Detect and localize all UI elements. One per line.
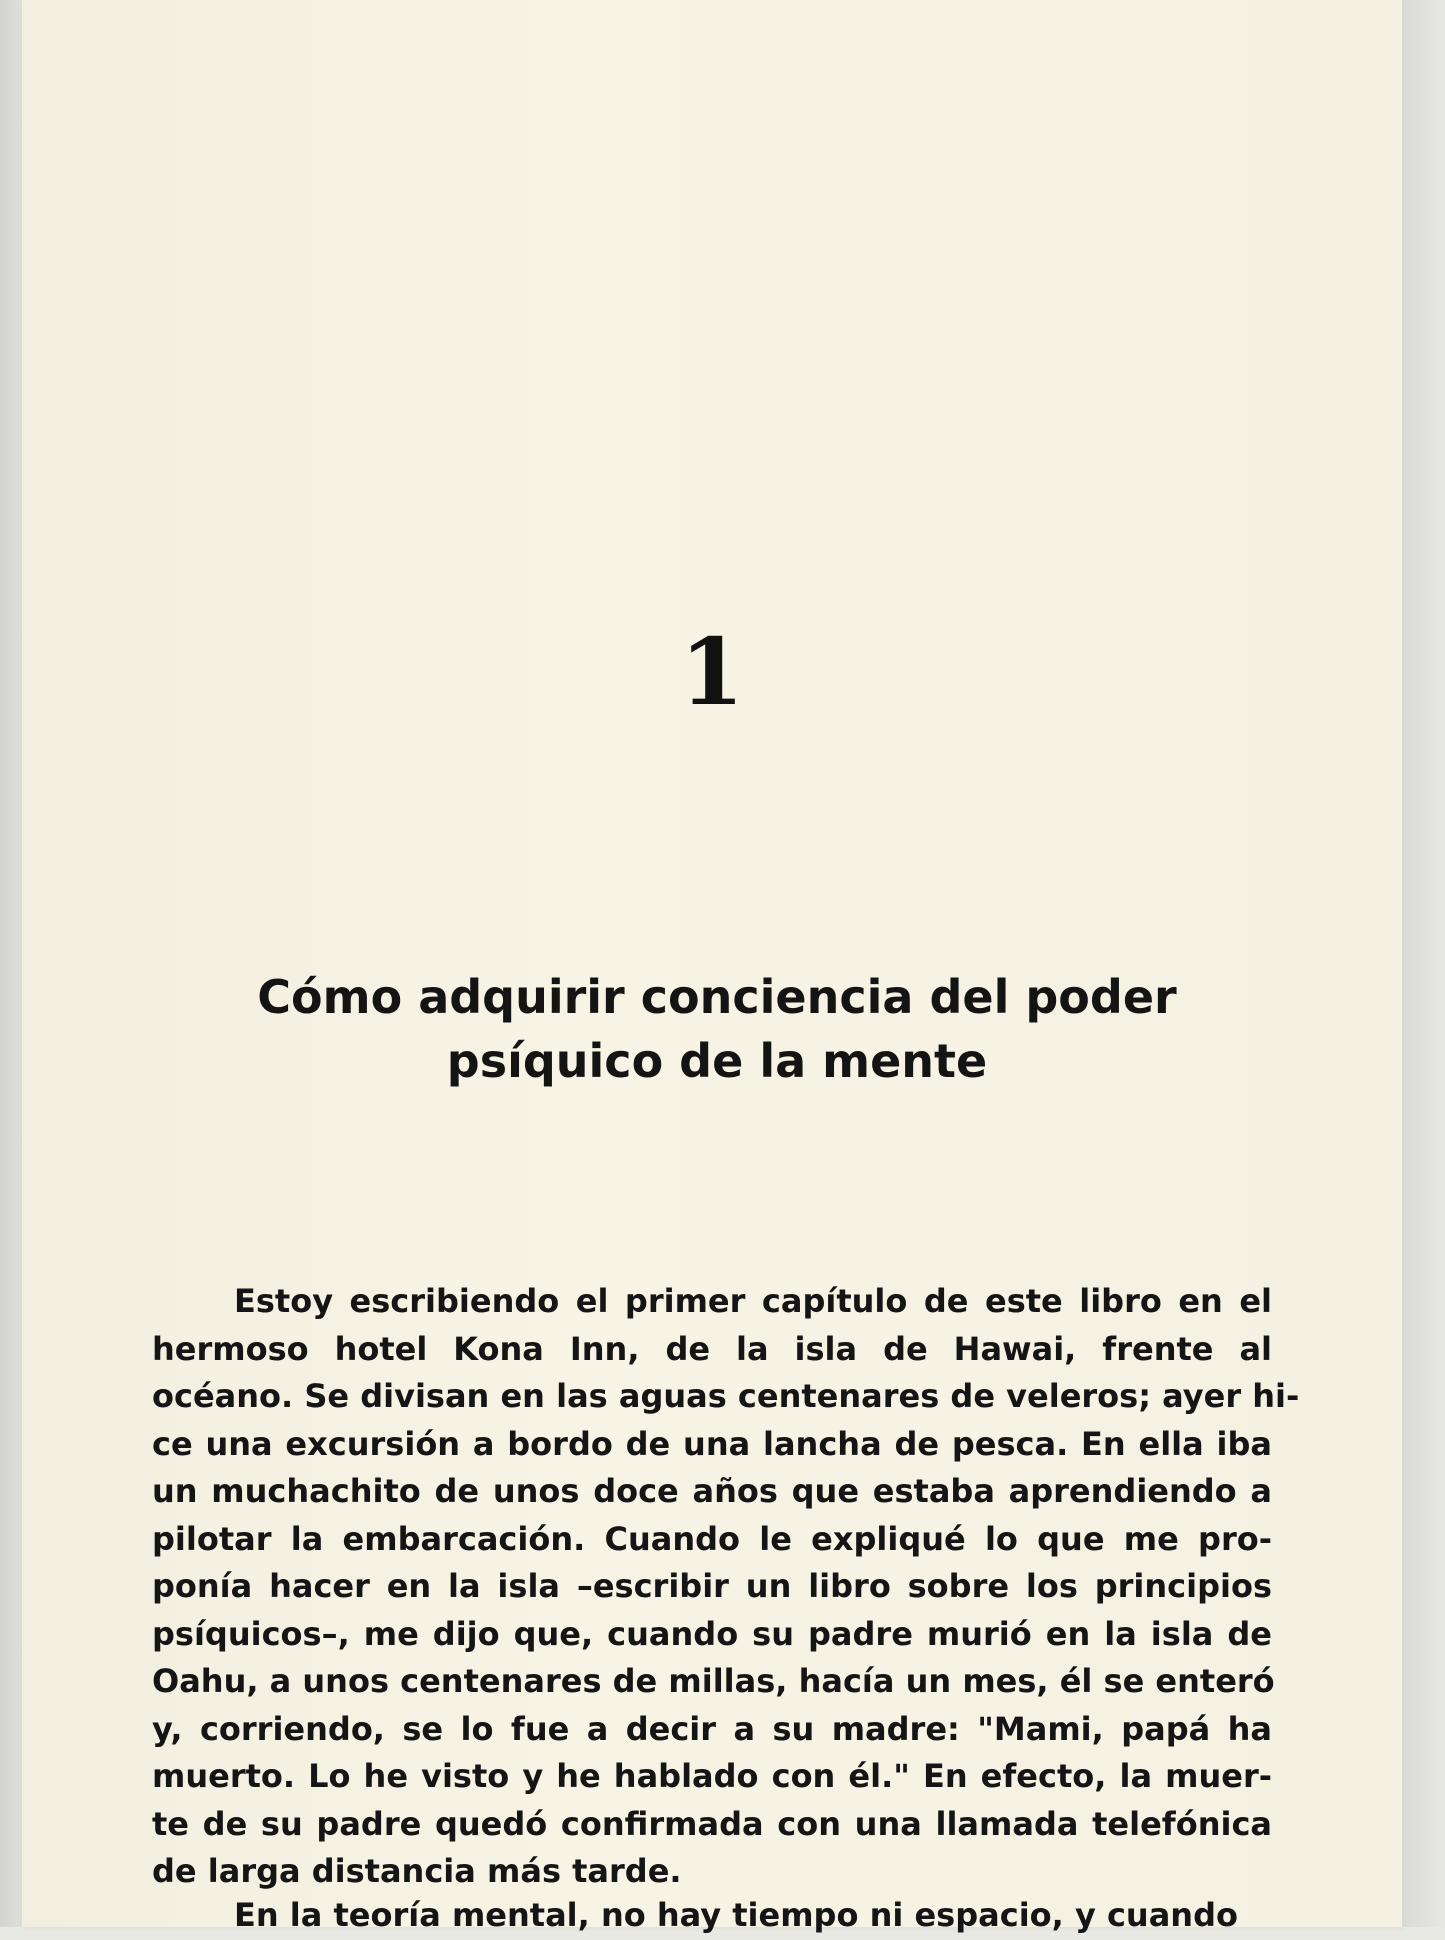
- paragraph-line: Oahu, a unos centenares de millas, hacía un mes, él se enteró: [152, 1662, 1275, 1700]
- paragraph-line: ponía hacer en la isla –escribir un libro sobre los principios: [152, 1567, 1272, 1605]
- chapter-title: [192, 965, 1242, 1093]
- paragraph-line: te de su padre quedó confirmada con una llamada telefónica: [152, 1804, 1272, 1843]
- paragraph-line: un muchachito de unos doce años que estaba aprendiendo a: [152, 1472, 1272, 1510]
- paragraph-line: muerto. Lo he visto y he hablado con él." En efecto, la muer-: [152, 1757, 1272, 1795]
- paragraph-line: ce una excursión a bordo de una lancha de pesca. En ella iba: [152, 1424, 1272, 1463]
- paragraph-line: Estoy escribiendo el primer capítulo de este libro en el: [234, 1282, 1272, 1320]
- body-paragraph: [152, 1278, 1300, 1896]
- page-edge: [1402, 0, 1445, 1927]
- paragraph-line: de larga distancia más tarde.: [152, 1852, 682, 1890]
- paragraph-line: hermoso hotel Kona Inn, de la isla de Hawai, frente al: [152, 1329, 1272, 1368]
- chapter-number: 1: [679, 618, 744, 726]
- next-paragraph-partial-line: En la teoría mental, no hay tiempo ni espacio, y cuando: [234, 1896, 1238, 1934]
- book-page: [22, 0, 1402, 1934]
- paragraph-line: océano. Se divisan en las aguas centenares de veleros; ayer hi-: [152, 1377, 1300, 1415]
- paragraph-line: y, corriendo, se lo fue a decir a su madre: "Mami, papá ha: [152, 1709, 1272, 1748]
- chapter-title-line-1: Cómo adquirir conciencia del poder: [257, 970, 1177, 1024]
- chapter-title-line-2: psíquico de la mente: [446, 1034, 988, 1088]
- paragraph-line: psíquicos–, me dijo que, cuando su padre murió en la isla de: [152, 1614, 1272, 1653]
- paragraph-line: pilotar la embarcación. Cuando le expliqué lo que me pro-: [152, 1519, 1272, 1558]
